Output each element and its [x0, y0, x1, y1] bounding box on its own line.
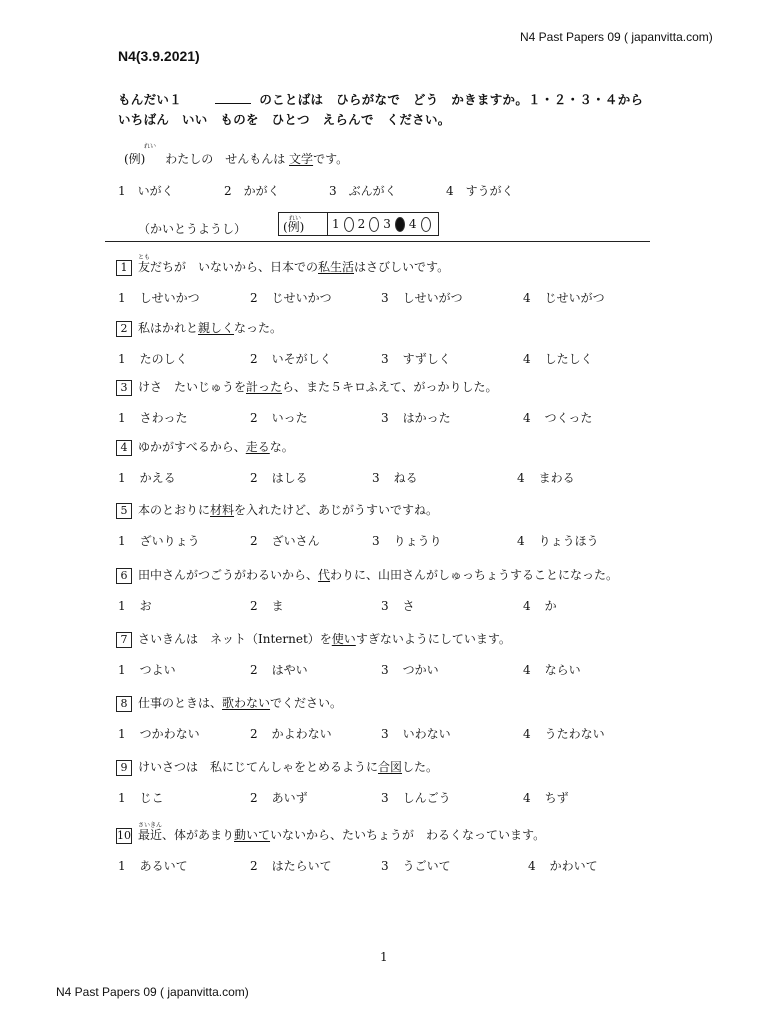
question-number-box: 5 — [116, 503, 132, 519]
option-text: つかい — [402, 663, 439, 677]
question-text-pre: 田中さんがつごうがわるいから、 — [138, 568, 319, 582]
bubble-empty-2 — [369, 217, 379, 232]
option-text: かよわない — [271, 727, 332, 741]
question-number-box: 7 — [116, 632, 132, 648]
page-title: N4(3.9.2021) — [118, 48, 200, 64]
question-7 — [116, 630, 511, 648]
question-3-option-3 — [381, 409, 451, 426]
question-underlined-word: 材料 — [210, 503, 235, 517]
question-10-option-3 — [381, 857, 451, 874]
question-6-option-1 — [118, 597, 152, 614]
bubble-empty-4 — [421, 217, 431, 232]
question-text-post: な。 — [269, 440, 294, 454]
option-text: か — [544, 599, 557, 613]
question-text — [138, 321, 282, 335]
option-number: 4 — [523, 727, 531, 741]
option-number: 2 — [250, 291, 258, 305]
option-number: 1 — [118, 534, 126, 548]
question-4-option-2 — [250, 469, 308, 486]
option-text: かえる — [139, 471, 176, 485]
option-text: しせいがつ — [402, 291, 463, 305]
question-1-option-1 — [118, 289, 200, 306]
question-4-option-4 — [517, 469, 575, 486]
page-number: 1 — [380, 950, 388, 964]
question-8-option-4 — [523, 725, 605, 742]
example-label: (例) — [124, 152, 146, 166]
question-7-option-2 — [250, 661, 308, 678]
option-text: さ — [402, 599, 415, 613]
question-6-option-3 — [381, 597, 415, 614]
mondai-label: もんだい１ — [118, 92, 183, 107]
option-text: たのしく — [139, 352, 188, 366]
question-1-option-4 — [523, 289, 605, 306]
question-number-box: 6 — [116, 568, 132, 584]
option-text: あいず — [271, 791, 308, 805]
question-5-option-1 — [118, 532, 200, 549]
question-text — [138, 822, 546, 842]
answer-sheet-label: （かいとうようし） — [138, 222, 247, 236]
question-text-pre: 本のとおりに — [138, 503, 211, 517]
question-text — [138, 254, 450, 274]
option-text: したしく — [544, 352, 593, 366]
option-number: 1 — [118, 411, 126, 425]
option-text: じこ — [139, 791, 164, 805]
question-8-option-1 — [118, 725, 200, 742]
question-underlined-word: 動いて — [234, 828, 271, 842]
question-8-option-3 — [381, 725, 451, 742]
question-number-box: 8 — [116, 696, 132, 712]
example-sentence — [124, 143, 349, 167]
option-text: ねる — [393, 471, 418, 485]
question-text-post: ら、また５キロふえて、がっかりした。 — [282, 380, 498, 394]
option-number: 1 — [118, 599, 126, 613]
question-1 — [116, 254, 450, 276]
question-text-pre: 友だちが いないから、日本での — [138, 260, 319, 274]
question-2 — [116, 319, 282, 337]
option-number: 3 — [381, 791, 389, 805]
option-number: 2 — [250, 791, 258, 805]
question-text — [138, 568, 618, 582]
option-text: いそがしく — [271, 352, 332, 366]
option-number: 1 — [118, 859, 126, 873]
option-text: かわいて — [549, 859, 598, 873]
question-furigana: さいきん — [138, 822, 163, 829]
question-text-pre: さいきんは ネット（Internet）を — [138, 632, 332, 646]
option-number: 3 — [381, 663, 389, 677]
option-text: ざいさん — [271, 534, 320, 548]
option-text: しせいかつ — [139, 291, 200, 305]
question-8-option-2 — [250, 725, 332, 742]
bubble-filled-3 — [395, 217, 405, 232]
option-text: ざいりょう — [139, 534, 200, 548]
answer-example-label: (例) — [283, 220, 305, 234]
question-6 — [116, 566, 618, 584]
question-underlined-word: 合図 — [378, 760, 403, 774]
bubble-num-3: 3 — [383, 217, 391, 231]
option-text: じせいがつ — [544, 291, 605, 305]
option-number: 2 — [250, 727, 258, 741]
option-number: 4 — [517, 471, 525, 485]
option-number: 1 — [118, 791, 126, 805]
option-number: 2 — [250, 534, 258, 548]
question-6-option-2 — [250, 597, 284, 614]
question-9-option-2 — [250, 789, 308, 806]
question-7-option-3 — [381, 661, 439, 678]
question-text-pre: けいさつは 私にじてんしゃをとめるように — [138, 760, 379, 774]
question-text-pre: けさ たいじゅうを — [138, 380, 247, 394]
option-number: 4 — [523, 599, 531, 613]
question-number-box: 2 — [116, 321, 132, 337]
example-furigana: れい — [144, 143, 157, 150]
example-option-4: 4 すうがく — [446, 184, 514, 198]
option-number: 2 — [250, 663, 258, 677]
question-text-post: すぎないようにしています。 — [355, 632, 511, 646]
question-2-option-2 — [250, 350, 332, 367]
question-text — [138, 380, 498, 394]
question-10 — [116, 822, 546, 844]
question-5-option-3 — [372, 532, 442, 549]
option-text: ならい — [544, 663, 581, 677]
question-6-option-4 — [523, 597, 557, 614]
question-text-post: いないから、たいちょうが わるくなっています。 — [270, 828, 546, 842]
option-number: 4 — [528, 859, 536, 873]
bubble-num-4: 4 — [408, 217, 417, 231]
question-text — [138, 632, 511, 646]
question-number-box: 10 — [117, 828, 131, 842]
option-number: 2 — [250, 352, 258, 366]
option-number: 2 — [250, 859, 258, 873]
question-5 — [116, 501, 438, 519]
option-number: 2 — [250, 599, 258, 613]
question-number-box: 1 — [116, 260, 132, 276]
question-number-box: 9 — [116, 760, 132, 776]
answer-furigana: れい — [289, 215, 302, 222]
question-4 — [116, 438, 294, 456]
option-number: 4 — [523, 411, 531, 425]
question-4-option-1 — [118, 469, 176, 486]
question-9-option-4 — [523, 789, 569, 806]
question-underlined-word: 走る — [245, 440, 270, 454]
footer-site-label: N4 Past Papers 09 ( japanvitta.com) — [56, 985, 249, 999]
bubble-empty-1 — [344, 217, 354, 232]
example-text-pre: わたしの せんもんは — [165, 152, 286, 166]
question-text — [138, 760, 438, 774]
option-text: つよい — [139, 663, 176, 677]
example-option-2: 2 かがく — [224, 184, 280, 198]
question-text-post: した。 — [402, 760, 439, 774]
option-text: はかった — [402, 411, 451, 425]
question-10-option-4 — [528, 857, 598, 874]
option-text: はたらいて — [271, 859, 332, 873]
option-text: りょうほう — [538, 534, 599, 548]
answer-sheet-example-cell — [278, 212, 328, 236]
option-number: 3 — [381, 599, 389, 613]
question-7-option-1 — [118, 661, 176, 678]
option-text: すずしく — [402, 352, 451, 366]
question-text-pre: 最近、体があまり — [138, 828, 235, 842]
question-9 — [116, 758, 438, 776]
answer-blank — [215, 91, 251, 104]
question-9-option-3 — [381, 789, 451, 806]
question-10-option-2 — [250, 857, 332, 874]
question-9-option-1 — [118, 789, 164, 806]
option-text: りょうり — [393, 534, 442, 548]
question-8 — [116, 694, 342, 712]
question-3-option-4 — [523, 409, 592, 426]
question-number-box: 3 — [116, 380, 132, 396]
instruction-line-2: いちばん いい ものを ひとつ えらんで ください。 — [118, 112, 451, 127]
bubble-num-1: 1 — [332, 217, 340, 231]
question-10-option-1 — [118, 857, 188, 874]
example-underlined-word: 文学 — [289, 152, 314, 166]
question-2-option-1 — [118, 350, 188, 367]
option-number: 1 — [118, 471, 126, 485]
option-number: 3 — [381, 291, 389, 305]
option-number: 1 — [118, 663, 126, 677]
question-2-option-4 — [523, 350, 593, 367]
option-number: 4 — [523, 352, 531, 366]
option-number: 3 — [381, 727, 389, 741]
option-number: 4 — [523, 291, 531, 305]
header-site-label: N4 Past Papers 09 ( japanvitta.com) — [520, 30, 713, 44]
question-text-post: わりに、山田さんがしゅっちょうすることになった。 — [330, 568, 619, 582]
bubble-num-2: 2 — [357, 217, 366, 231]
option-number: 2 — [250, 411, 258, 425]
question-text-post: はさびしいです。 — [354, 260, 450, 274]
option-text: ま — [271, 599, 284, 613]
option-text: お — [139, 599, 152, 613]
option-number: 1 — [118, 291, 126, 305]
answer-sheet-box — [278, 212, 439, 236]
option-number: 3 — [381, 859, 389, 873]
option-text: じせいかつ — [271, 291, 332, 305]
option-text: うごいて — [402, 859, 451, 873]
question-1-option-3 — [381, 289, 463, 306]
question-3 — [116, 378, 498, 396]
question-underlined-word: 歌わない — [222, 696, 271, 710]
option-text: あるいて — [139, 859, 188, 873]
question-text-pre: 私はかれと — [138, 321, 199, 335]
question-4-option-3 — [372, 469, 418, 486]
option-number: 3 — [381, 411, 389, 425]
question-2-option-3 — [381, 350, 451, 367]
option-text: つくった — [544, 411, 593, 425]
option-text: はやい — [271, 663, 308, 677]
option-text: ちず — [544, 791, 569, 805]
option-text: はしる — [271, 471, 308, 485]
option-number: 1 — [118, 727, 126, 741]
question-number-box: 4 — [116, 440, 132, 456]
question-3-option-2 — [250, 409, 308, 426]
question-5-option-4 — [517, 532, 599, 549]
question-underlined-word: 使い — [331, 632, 356, 646]
option-text: まわる — [538, 471, 575, 485]
question-text-post: でください。 — [270, 696, 343, 710]
option-number: 4 — [523, 663, 531, 677]
question-underlined-word: 計った — [246, 380, 283, 394]
option-number: 4 — [517, 534, 525, 548]
instruction-text-1: のことばは ひらがなで どう かきますか。１・２・３・４から — [259, 92, 644, 107]
question-5-option-2 — [250, 532, 320, 549]
section-divider — [105, 241, 650, 242]
question-1-option-2 — [250, 289, 332, 306]
option-text: さわった — [139, 411, 188, 425]
example-option-3: 3 ぶんがく — [329, 184, 397, 198]
option-number: 3 — [381, 352, 389, 366]
option-number: 2 — [250, 471, 258, 485]
option-text: いわない — [402, 727, 451, 741]
example-text-post: です。 — [313, 152, 349, 166]
question-text — [138, 696, 342, 710]
question-text-pre: ゆかがすべるから、 — [138, 440, 246, 454]
question-3-option-1 — [118, 409, 188, 426]
option-text: いった — [271, 411, 308, 425]
question-text-pre: 仕事のときは、 — [138, 696, 223, 710]
option-text: うたわない — [544, 727, 605, 741]
question-text-post: を入れたけど、あじがうすいですね。 — [234, 503, 439, 517]
example-option-1: 1 いがく — [118, 184, 174, 198]
question-text-post: なった。 — [234, 321, 283, 335]
question-furigana: とも — [138, 254, 151, 261]
question-7-option-4 — [523, 661, 581, 678]
question-text — [138, 440, 294, 454]
option-number: 1 — [118, 352, 126, 366]
instruction-line-1 — [118, 90, 643, 108]
answer-bubbles — [328, 212, 439, 236]
option-number: 4 — [523, 791, 531, 805]
question-underlined-word: 親しく — [198, 321, 235, 335]
option-text: しんごう — [402, 791, 451, 805]
question-underlined-word: 私生活 — [318, 260, 355, 274]
option-number: 3 — [372, 471, 380, 485]
question-underlined-word: 代 — [318, 568, 331, 582]
question-text — [138, 503, 438, 517]
option-number: 3 — [372, 534, 380, 548]
option-text: つかわない — [139, 727, 200, 741]
